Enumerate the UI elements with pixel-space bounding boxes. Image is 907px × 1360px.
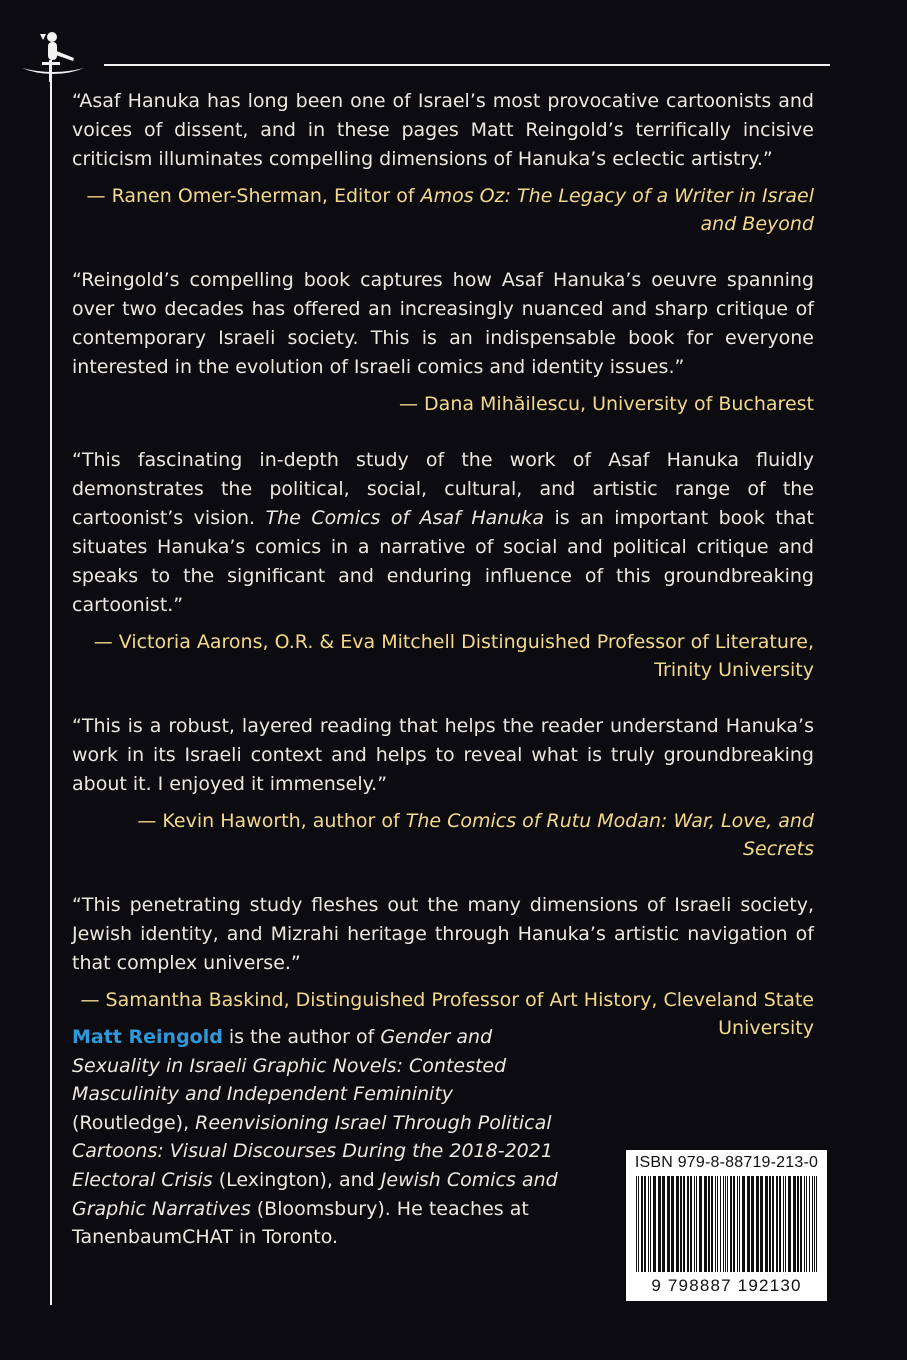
quote-attribution: — Victoria Aarons, O.R. & Eva Mitchell Distinguished Professor of Literature, Trinity University xyxy=(93,631,814,681)
barcode-bar xyxy=(742,1176,745,1272)
isbn-barcode xyxy=(626,1150,827,1301)
barcode-bar xyxy=(739,1176,740,1272)
barcode-bar xyxy=(727,1176,728,1272)
quote-text: “This fascinating in-depth study of the work of Asaf Hanuka fluidly demonstrates the political, social, cultural, and artistic range of the cartoonist’s vision. The Comics of Asaf Hanuka is an important book that situates Hanuka’s comics in a narrative of social and political critique and speaks to the significant and enduring influence of this groundbreaking cartoonist.” xyxy=(72,449,814,616)
barcode-bar xyxy=(783,1176,784,1272)
endorsements xyxy=(72,87,814,1070)
barcode-bar xyxy=(676,1176,679,1272)
barcode-bar xyxy=(711,1176,713,1272)
barcode-bar xyxy=(800,1176,802,1272)
endorsement-3 xyxy=(72,446,814,684)
barcode-bar xyxy=(733,1176,735,1272)
barcode-bar xyxy=(641,1176,643,1272)
barcode-bar xyxy=(708,1176,710,1272)
endorsement-5 xyxy=(72,891,814,1042)
barcode-bar xyxy=(690,1176,692,1272)
barcode-bar xyxy=(772,1176,774,1272)
barcode-bar xyxy=(730,1176,732,1272)
quote-attribution: — Kevin Haworth, author of The Comics of Rutu Modan: War, Love, and Secrets xyxy=(137,810,814,860)
side-rule xyxy=(50,64,52,1305)
ean-digits: 9 798887 192130 xyxy=(651,1276,802,1295)
barcode-bar xyxy=(671,1176,674,1272)
barcode-bar xyxy=(788,1176,791,1272)
barcode-bar xyxy=(667,1176,670,1272)
barcode-bar xyxy=(737,1176,738,1272)
barcode-bar xyxy=(769,1176,771,1272)
barcode-bar xyxy=(816,1176,817,1272)
isbn-label: ISBN 979-8-88719-213-0 xyxy=(634,1154,819,1171)
barcode-bar xyxy=(715,1176,716,1272)
barcode-bar xyxy=(696,1176,697,1272)
endorsement-4 xyxy=(72,712,814,863)
barcode-bar xyxy=(779,1176,781,1272)
barcode-bar xyxy=(747,1176,750,1272)
author-name: Matt Reingold xyxy=(72,1026,223,1048)
endorsement-1 xyxy=(72,87,814,238)
barcode-bar xyxy=(725,1176,726,1272)
publisher-logo-icon xyxy=(18,28,88,88)
barcode-bar xyxy=(699,1176,702,1272)
quote-attribution: — Samantha Baskind, Distinguished Professor of Art History, Cleveland State University xyxy=(80,989,814,1039)
barcode-bar xyxy=(636,1176,637,1272)
barcode-bar xyxy=(720,1176,721,1272)
barcode-bar xyxy=(804,1176,805,1272)
barcode-bar xyxy=(717,1176,718,1272)
quote-text: “This penetrating study fleshes out the many dimensions of Israeli society, Jewish identity, and Mizrahi heritage through Hanuka’s artistic navigation of that complex universe.” xyxy=(72,894,814,974)
barcode-bar xyxy=(809,1176,810,1272)
barcode-bar xyxy=(760,1176,763,1272)
barcode-bar xyxy=(658,1176,661,1272)
barcode-bar xyxy=(806,1176,807,1272)
quote-attribution: — Ranen Omer-Sherman, Editor of Amos Oz: The Legacy of a Writer in Israel and Beyond xyxy=(86,185,814,235)
quote-text: “Asaf Hanuka has long been one of Israel’s most provocative cartoonists and voices of dissent, and in these pages Matt Reingold’s terrifically incisive criticism illuminates compelling dimensions of Hanuka’s eclectic artistry.” xyxy=(72,90,814,170)
barcode-bar xyxy=(785,1176,786,1272)
barcode-bar xyxy=(648,1176,649,1272)
barcode-bar xyxy=(680,1176,682,1272)
top-rule xyxy=(104,64,830,66)
barcode-bar xyxy=(662,1176,665,1272)
quote-text: “This is a robust, layered reading that helps the reader understand Hanuka’s work in its Israeli context and helps to reveal what is truly groundbreaking about it. I enjoyed it immensely.” xyxy=(72,715,814,795)
quote-text: “Reingold’s compelling book captures how Asaf Hanuka’s oeuvre spanning over two decades has offered an increasingly nuanced and sharp critique of contemporary Israeli society. This is an indispensable book for everyone interested in the evolution of Israeli comics and identity issues.” xyxy=(72,269,814,378)
author-bio: Matt Reingold is the author of Gender and Sexuality in Israeli Graphic Novels: Contested Masculinity and Independent Femininity (Routledge), Reenvisioning Israel Through Political Cartoons: Visual Discourses During the 2018-2021 Electoral Crisis (Lexington), and Jewish Comics and Graphic Narratives (Bloomsbury). He teaches at TanenbaumCHAT in Toronto. xyxy=(72,1026,558,1249)
barcode-bar xyxy=(704,1176,707,1272)
barcode-bar xyxy=(776,1176,778,1272)
barcode-bar xyxy=(694,1176,695,1272)
barcode-bar xyxy=(751,1176,754,1272)
barcode-bar xyxy=(653,1176,656,1272)
barcode-bar xyxy=(650,1176,651,1272)
barcode-bar xyxy=(765,1176,768,1272)
barcode-bar xyxy=(756,1176,759,1272)
barcode-bar xyxy=(644,1176,646,1272)
barcode-bar xyxy=(687,1176,689,1272)
barcode-bars xyxy=(634,1176,820,1272)
quote-attribution: — Dana Mihăilescu, University of Bucharest xyxy=(399,393,814,415)
endorsement-2 xyxy=(72,266,814,418)
barcode-bar xyxy=(793,1176,796,1272)
barcode-bar xyxy=(814,1176,815,1272)
barcode-bar xyxy=(638,1176,639,1272)
barcode-bar xyxy=(723,1176,724,1272)
barcode-bar xyxy=(797,1176,799,1272)
barcode-bar xyxy=(812,1176,813,1272)
barcode-bar xyxy=(683,1176,685,1272)
